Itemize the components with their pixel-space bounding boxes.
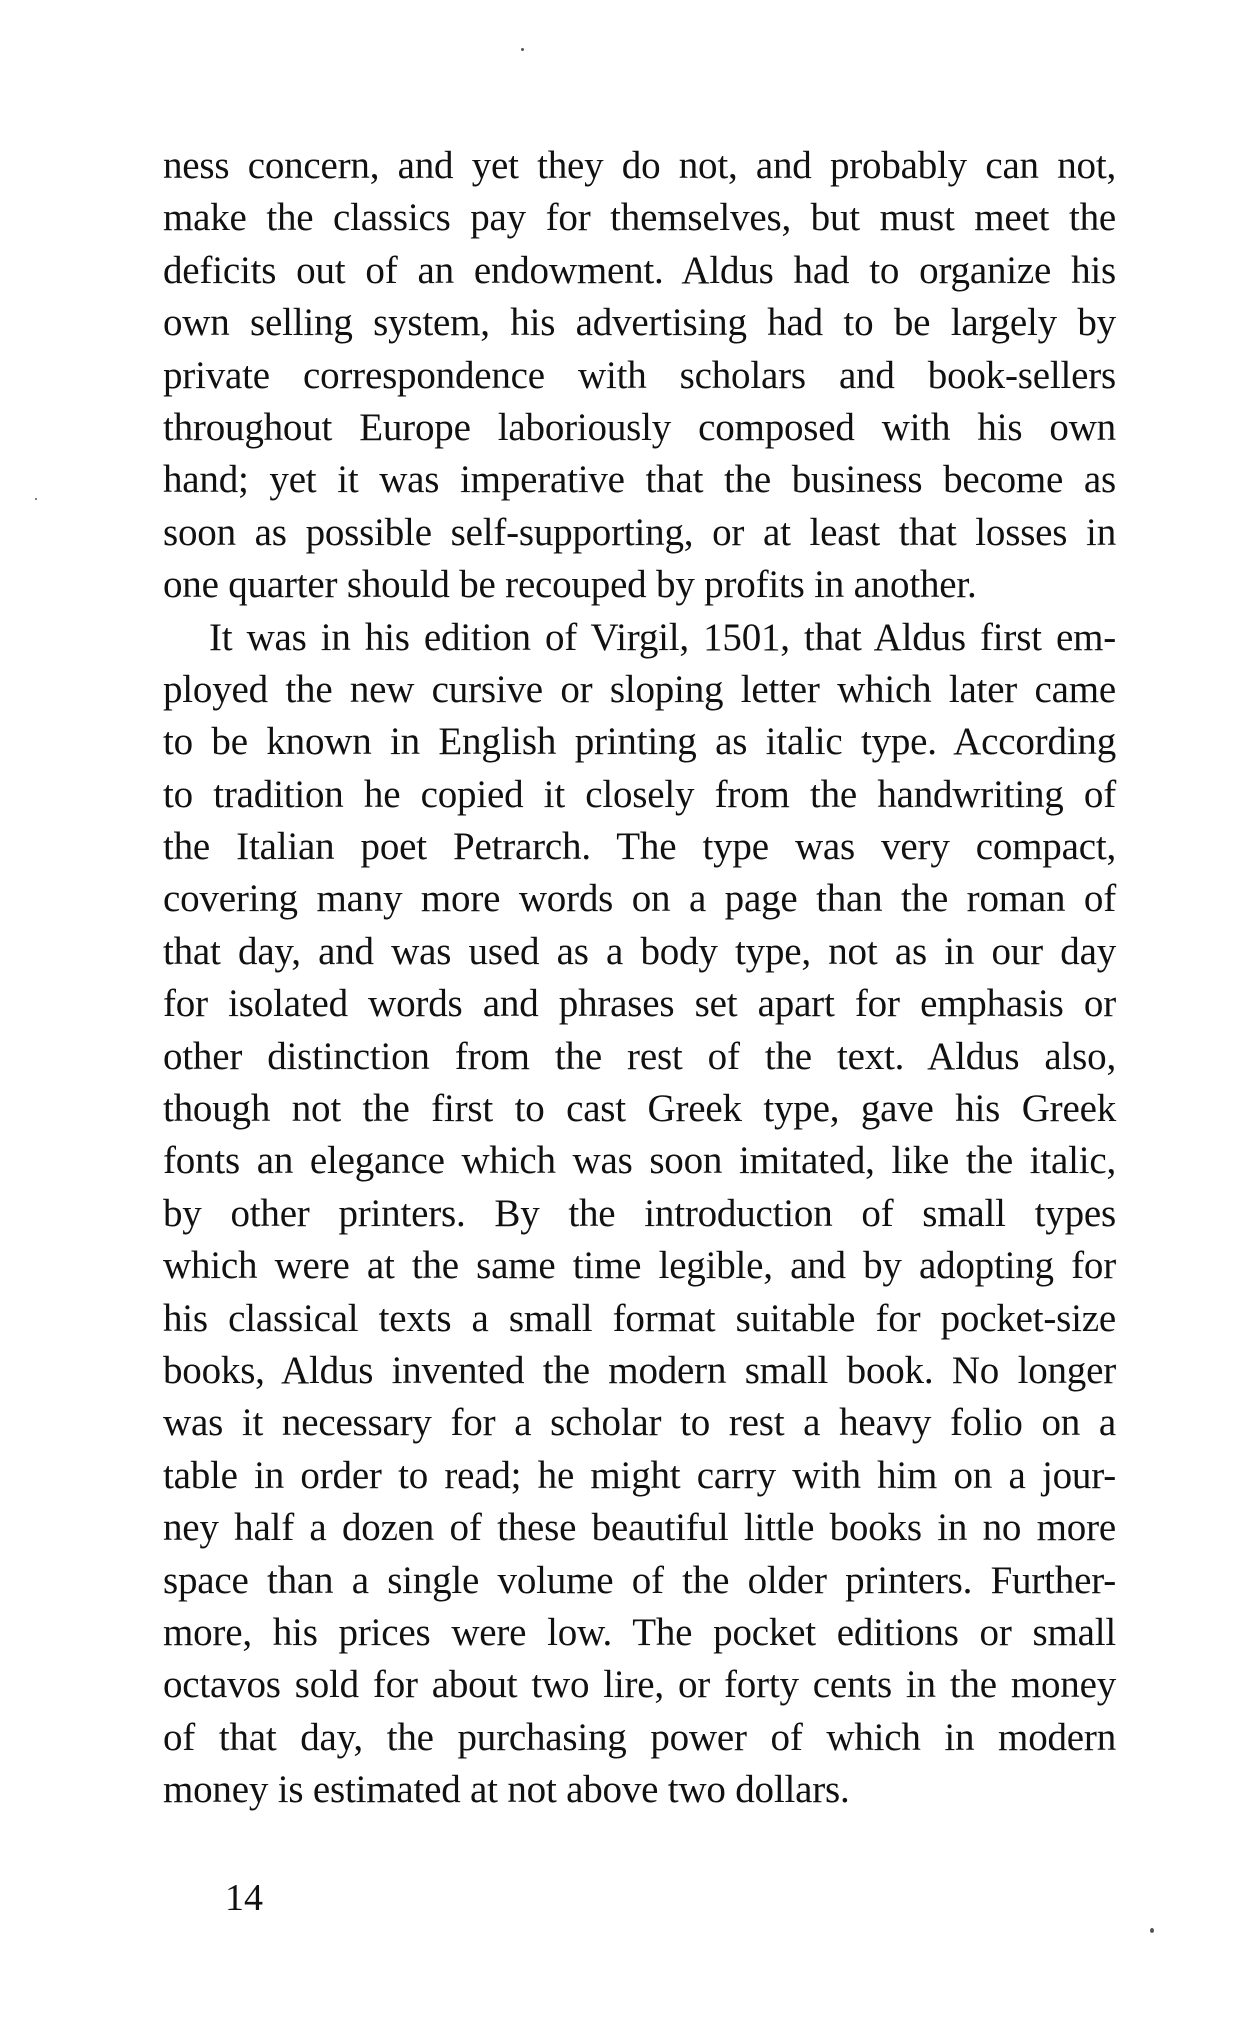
text-line: ney half a dozen of these beautiful little books in no more [163,1506,1116,1550]
text-line: private correspondence with scholars and book-sellers [163,353,1116,397]
text-line: was it necessary for a scholar to rest a heavy folio on a [163,1401,1116,1445]
text-line: to be known in English printing as italic type. According [163,720,1116,764]
text-line: money is estimated at not above two dollars. [163,1768,850,1812]
scan-speck [35,498,37,500]
text-line: one quarter should be recouped by profits in another. [163,563,977,607]
text-line: ness concern, and yet they do not, and probably can not, [163,144,1116,187]
text-line: the Italian poet Petrarch. The type was very compact, [163,825,1116,869]
page-number: 14 [225,1877,263,1919]
text-line: books, Aldus invented the modern small book. No longer [163,1348,1116,1392]
text-line: covering many more words on a page than the roman of [163,877,1116,921]
body-text [163,140,1116,1817]
text-line: other distinction from the rest of the text. Aldus also, [163,1034,1116,1078]
text-line: which were at the same time legible, and by adopting for [163,1244,1116,1288]
text-line: deficits out of an endowment. Aldus had to organize his [163,248,1116,292]
text-line: space than a single volume of the older printers. Further- [163,1558,1116,1602]
text-line: for isolated words and phrases set apart for emphasis or [163,982,1116,1026]
text-line: to tradition he copied it closely from the handwriting of [163,772,1116,816]
text-line: fonts an elegance which was soon imitated, like the italic, [163,1139,1116,1183]
text-line: of that day, the purchasing power of which in modern [163,1715,1116,1759]
text-line: ployed the new cursive or sloping letter which later came [163,667,1116,711]
text-line: hand; yet it was imperative that the business become as [163,458,1116,502]
text-line: It was in his edition of Virgil, 1501, that Aldus first em- [209,615,1116,659]
text-line: table in order to read; he might carry with him on a jour- [163,1453,1116,1497]
text-line: soon as possible self-supporting, or at least that losses in [163,510,1116,554]
scan-speck [521,48,524,51]
scan-speck [1150,1928,1154,1933]
text-line: by other printers. By the introduction of small types [163,1191,1116,1235]
text-line: octavos sold for about two lire, or forty cents in the money [163,1663,1116,1707]
text-line: make the classics pay for themselves, but must meet the [163,196,1116,240]
text-line: own selling system, his advertising had to be largely by [163,301,1116,345]
text-line: throughout Europe laboriously composed with his own [163,405,1116,449]
text-line: his classical texts a small format suitable for pocket-size [163,1296,1116,1340]
text-line: that day, and was used as a body type, not as in our day [163,929,1116,973]
text-line: though not the first to cast Greek type, gave his Greek [163,1087,1116,1131]
text-line: more, his prices were low. The pocket editions or small [163,1610,1116,1654]
